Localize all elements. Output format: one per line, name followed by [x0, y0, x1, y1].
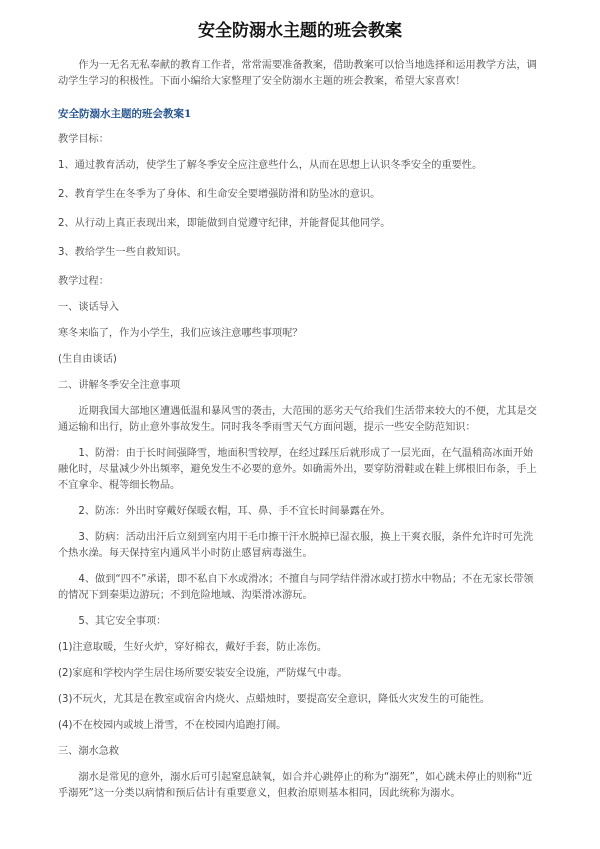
paragraph-other-items: 5、其它安全事项： [78, 616, 167, 627]
paragraph-free-talk: (生自由谈话) [58, 354, 117, 365]
paragraph-drowning: 溺水是常见的意外，溺水后可引起窒息缺氧，如合并心跳停止的称为“溺死”，如心跳未停止的则称“近乎溺死”这一分类以病情和预后估计有重要意义，但救治原则基本相同，因此统称为溺水。 [58, 772, 533, 799]
paragraph-item-3: (3)不玩火，尤其是在教室或宿舍内烧火、点蜡烛时，要提高安全意识，降低火灾发生的可能性。 [58, 694, 491, 705]
document-title: 安全防溺水主题的班会教案 [198, 21, 402, 41]
paragraph-teaching-process: 教学过程： [58, 276, 109, 287]
paragraph-anti-freeze: 2、防冻：外出时穿戴好保暖衣帽，耳、鼻、手不宜长时间暴露在外。 [78, 506, 391, 517]
paragraph-item-2: (2)家庭和学校内学生居住场所要安装安全设施，严防煤气中毒。 [58, 668, 348, 679]
paragraph-goal-3: 2、从行动上真正表现出来，即能做到自觉遵守纪律，并能督促其他同学。 [58, 218, 391, 229]
paragraph-step-2: 二、讲解冬季安全注意事项 [58, 380, 181, 391]
paragraph-item-1: (1)注意取暖，生好火炉，穿好棉衣，戴好手套，防止冻伤。 [58, 642, 328, 653]
paragraph-disease: 3、防病：活动出汗后立刻到室内用干毛巾擦干汗水脱掉已湿衣服，换上干爽衣服，条件允许时可先洗个热水澡。每天保持室内通风半小时防止感冒病毒滋生。 [58, 532, 534, 559]
paragraph-teaching-goals: 教学目标： [58, 134, 109, 145]
paragraph-step-3: 三、溺水急救 [58, 746, 120, 757]
intro-paragraph: 作为一无名无私奉献的教育工作者，常常需要准备教案，借助教案可以恰当地选择和运用教学方法，调动学生学习的积极性。下面小编给大家整理了安全防溺水主题的班会教案，希望大家喜欢！ [58, 60, 537, 87]
paragraph-question: 寒冬来临了，作为小学生，我们应该注意哪些事项呢？ [58, 328, 303, 339]
section-heading: 安全防溺水主题的班会教案1 [58, 108, 192, 120]
paragraph-goal-1: 1、通过教育活动，使学生了解冬季安全应注意些什么，从而在思想上认识冬季安全的重要性。 [58, 160, 483, 171]
paragraph-anti-slip: 1、防滑：由于长时间强降雪，地面积雪较厚，在经过踩压后就形成了一层光面，在气温稍高冰面开始融化时，尽量减少外出频率，避免发生不必要的意外。如确需外出，要穿防滑鞋或在鞋上绑根旧布条，手上不宜拿伞、棍等细长物品。 [58, 448, 537, 491]
paragraph-step-1: 一、谈话导入 [58, 302, 120, 313]
paragraph-item-4: (4)不在校园内或坡上滑雪，不在校园内追跑打闹。 [58, 720, 287, 731]
paragraph-goal-4: 3、教给学生一些自救知识。 [58, 247, 187, 258]
paragraph-weather: 近期我国大部地区遭遇低温和暴风雪的袭击，大范围的恶劣天气给我们生活带来较大的不便，尤其是交通运输和出行，防止意外事故发生。同时我冬季雨雪天气方面问题，提示一些安全防范知识： [58, 406, 537, 433]
paragraph-goal-2: 2、教育学生在冬季为了身体、和生命安全要增强防滑和防坠冰的意识。 [58, 189, 381, 200]
paragraph-four-nots: 4、做到“四不”承诺，即不私自下水或滑冰；不擅自与同学结伴滑冰或打捞水中物品；不在无家长带领的情况下到秦渠边游玩；不到危险地域、沟渠滑冰游玩。 [58, 574, 534, 601]
